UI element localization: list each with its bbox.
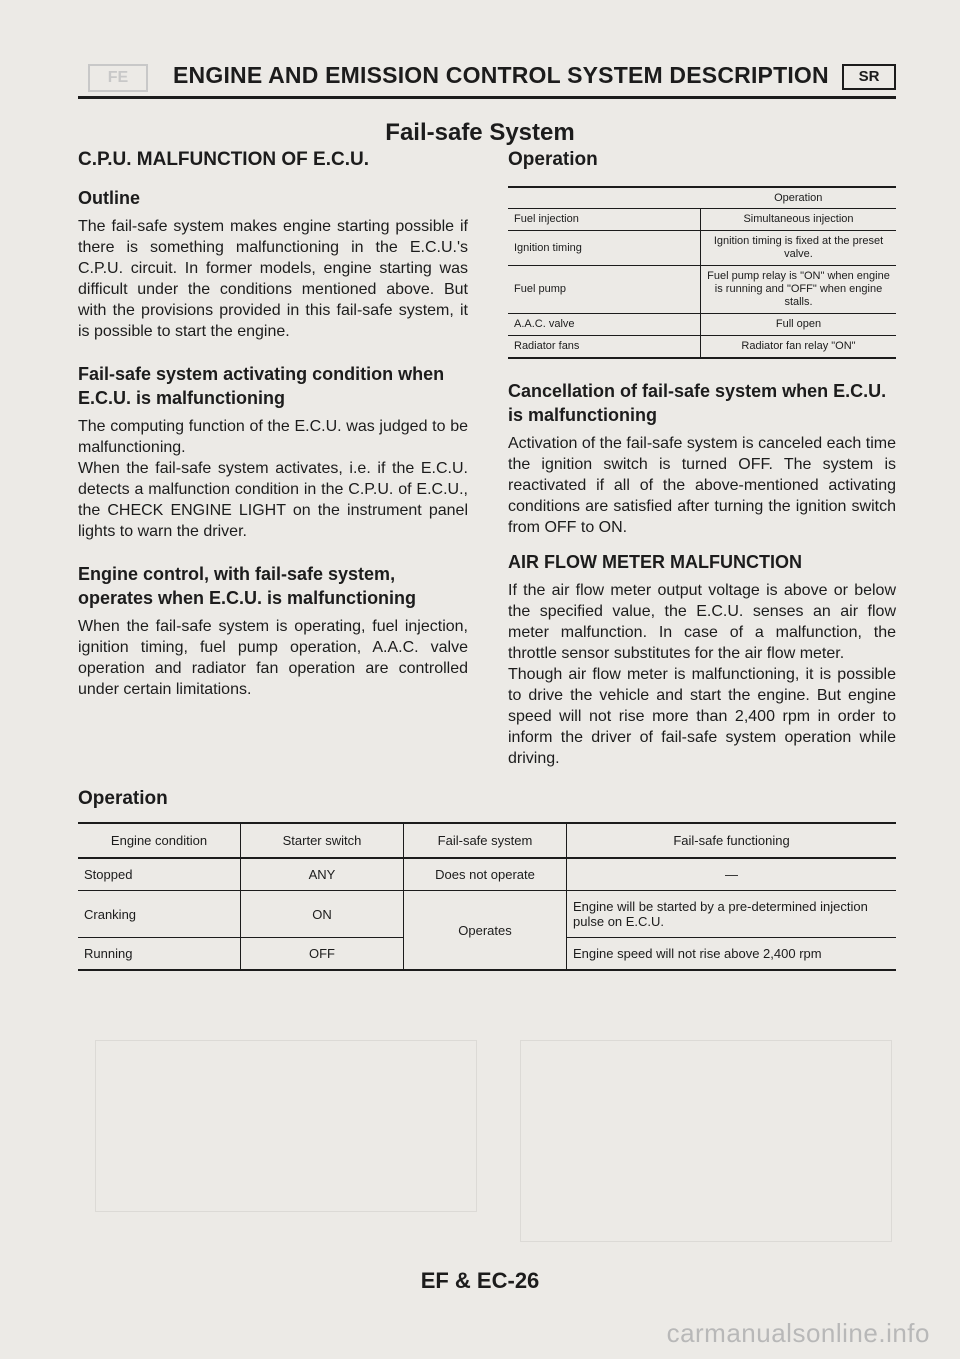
bleed-through-shape (95, 1040, 477, 1212)
table-row (508, 314, 896, 336)
engine-control-heading: Engine control, with fail-safe system, operates when E.C.U. is malfunctioning (78, 564, 417, 608)
cell-condition: Cranking (78, 891, 241, 938)
table-header-operation: Operation (701, 187, 897, 209)
operation-heading: Operation (508, 149, 598, 170)
cell-system: Does not operate (404, 858, 567, 891)
cell-functioning: Engine speed will not rise above 2,400 rpm (567, 938, 897, 971)
column-header-engine-condition: Engine condition (78, 823, 241, 858)
table-cell-item: Fuel pump (508, 266, 701, 314)
cancellation-heading: Cancellation of fail-safe system when E.C.U. is malfunctioning (508, 381, 887, 425)
cell-system-operates: Operates (404, 891, 567, 971)
header-title: ENGINE AND EMISSION CONTROL SYSTEM DESCRIPTION (173, 62, 829, 88)
table-cell-item: Ignition timing (508, 231, 701, 266)
bottom-operation-heading: Operation (78, 788, 168, 809)
table-cell-op: Radiator fan relay "ON" (701, 336, 897, 359)
table-row (78, 858, 896, 891)
activating-condition-heading: Fail-safe system activating condition when E.C.U. is malfunctioning (78, 364, 445, 408)
column-header-fail-safe-system: Fail-safe system (404, 823, 567, 858)
cell-functioning: Engine will be started by a pre-determined injection pulse on E.C.U. (567, 891, 897, 938)
header-badge: SR (842, 64, 896, 90)
air-flow-meter-heading: AIR FLOW METER MALFUNCTION (508, 552, 802, 572)
air-flow-meter-text-1: If the air flow meter output voltage is above or below the specified value, the E.C.U. senses an air flow meter malfunction. In case of a malfunction, the throttle sensor substitutes for the air flow meter. (508, 582, 896, 662)
air-flow-meter-text-2: Though air flow meter is malfunctioning, it is possible to drive the vehicle and start the engine. But engine speed will not rise more than 2,400 rpm in order to inform the driver of fail-safe system operation while driving. (508, 666, 896, 767)
cell-functioning: — (567, 858, 897, 891)
cell-starter: ANY (241, 858, 404, 891)
column-header-fail-safe-functioning: Fail-safe functioning (567, 823, 897, 858)
cpu-malfunction-heading: C.P.U. MALFUNCTION OF E.C.U. (78, 149, 369, 170)
table-row (508, 231, 896, 266)
engine-control-text: When the fail-safe system is operating, fuel injection, ignition timing, fuel pump operation, A.A.C. valve operation and radiator fan operation are controlled under certain limitations. (78, 618, 468, 698)
header-section-box: FE (88, 64, 148, 92)
table-cell-item: Fuel injection (508, 209, 701, 231)
table-row (78, 891, 896, 938)
cancellation-text: Activation of the fail-safe system is canceled each time the ignition switch is turned OFF. The system is reactivated if all of the above-mentioned activating conditions are satisfied after turning the ignition switch from OFF to ON. (508, 435, 896, 536)
table-cell-op: Ignition timing is fixed at the preset valve. (701, 231, 897, 266)
operation-table (508, 186, 896, 359)
page-header (78, 60, 896, 99)
page-number: EF & EC-26 (420, 1268, 540, 1293)
cell-condition: Running (78, 938, 241, 971)
table-cell-op: Full open (701, 314, 897, 336)
bleed-through-shape (520, 1040, 892, 1242)
cell-starter: OFF (241, 938, 404, 971)
table-row (508, 209, 896, 231)
column-header-starter-switch: Starter switch (241, 823, 404, 858)
table-header-blank (508, 187, 701, 209)
left-column (78, 148, 468, 712)
cell-condition: Stopped (78, 858, 241, 891)
table-cell-op: Fuel pump relay is "ON" when engine is running and "OFF" when engine stalls. (701, 266, 897, 314)
section-title: Fail-safe System (385, 119, 575, 146)
outline-heading: Outline (78, 188, 140, 208)
table-cell-item: A.A.C. valve (508, 314, 701, 336)
table-row (508, 336, 896, 359)
fail-safe-condition-table (78, 822, 896, 971)
outline-text: The fail-safe system makes engine starting possible if there is something malfunctioning in the E.C.U.'s C.P.U. circuit. In former models, engine starting was difficult under the conditions mentioned above. But with the provisions provided in this fail-safe system, it is possible to start the engine. (78, 218, 468, 340)
right-column (508, 148, 896, 781)
watermark: carmanualsonline.info (666, 1318, 930, 1348)
table-cell-op: Simultaneous injection (701, 209, 897, 231)
cell-starter: ON (241, 891, 404, 938)
table-cell-item: Radiator fans (508, 336, 701, 359)
activating-text-2: When the fail-safe system activates, i.e. if the E.C.U. detects a malfunction condition in the C.P.U. of E.C.U., the CHECK ENGINE LIGHT on the instrument panel lights to warn the driver. (78, 460, 468, 540)
activating-text-1: The computing function of the E.C.U. was judged to be malfunctioning. (78, 418, 468, 456)
table-row (508, 266, 896, 314)
